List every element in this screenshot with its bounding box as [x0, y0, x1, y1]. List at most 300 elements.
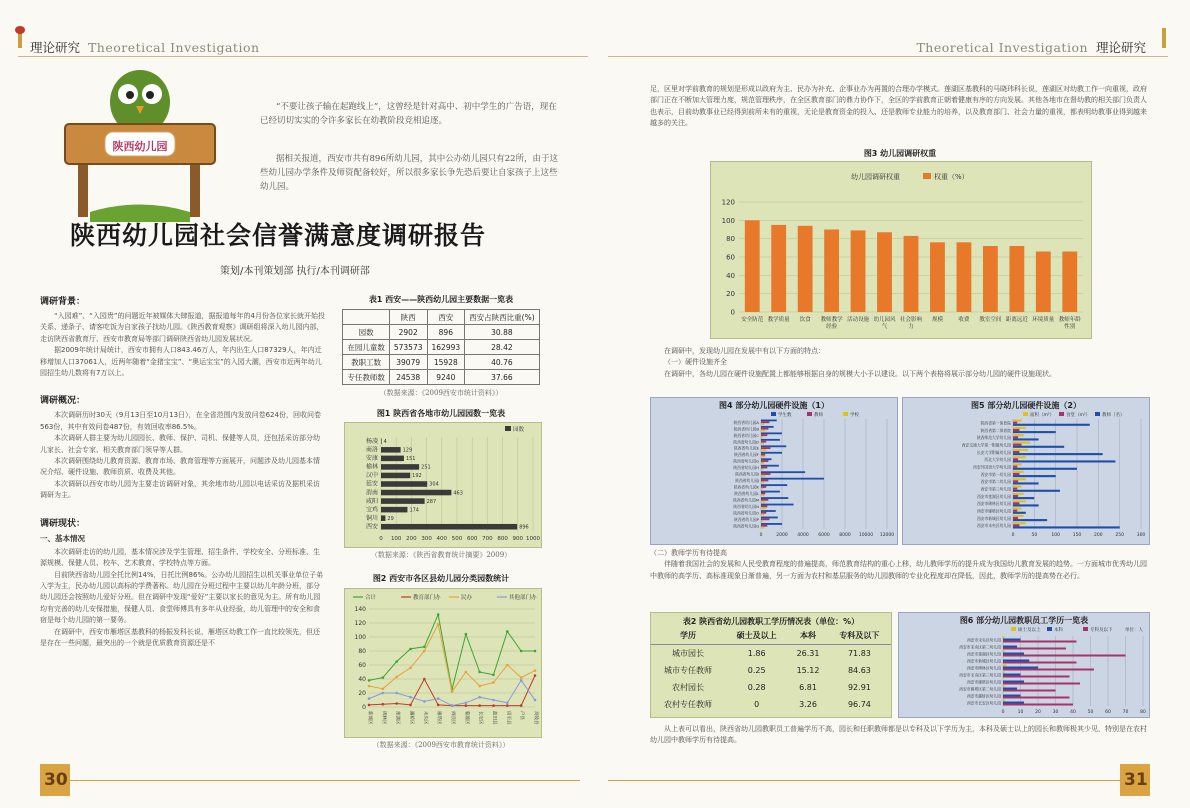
data-point: [423, 700, 426, 703]
right-running-header: [916, 38, 1146, 56]
y-tick-label: 榆林: [365, 463, 378, 471]
bar: [798, 226, 813, 312]
bar: [761, 436, 763, 438]
y-tick-label: 陕西省幼儿园M: [732, 497, 759, 503]
bar: [761, 499, 768, 501]
bar: [1013, 482, 1039, 484]
y-tick-label: 0: [730, 308, 735, 317]
y-tick-label: 120: [354, 620, 366, 627]
x-tick-label: 教师教学: [820, 317, 843, 323]
y-tick-label: 40: [358, 676, 366, 683]
data-point: [382, 676, 385, 679]
table1-source: （数据来源：《2009西安市统计资料》）: [379, 389, 503, 397]
data-label: 4: [383, 438, 387, 445]
y-tick-label: 140: [354, 606, 366, 613]
x-tick-label: 气: [881, 324, 888, 330]
bar: [761, 447, 770, 449]
fig1-source: （数据来源：《陕西省教育统计摘要》2009）: [370, 551, 512, 559]
data-point: [492, 704, 495, 707]
fig5-caption: 图5 部分幼儿园硬件设施（2）: [971, 401, 1081, 410]
table-cell: 71.83: [847, 649, 871, 658]
data-point: [437, 704, 440, 707]
fig3-caption: 图3 幼儿园调研权重: [863, 149, 937, 158]
bar: [1013, 453, 1103, 455]
data-point: [409, 648, 412, 651]
data-point: [395, 676, 398, 679]
y-tick-label: 20: [726, 290, 735, 299]
fig6-chart: [898, 612, 1150, 718]
bar: [761, 475, 765, 477]
table-cell: 9240: [427, 370, 465, 385]
bar: [1003, 672, 1005, 674]
data-point: [506, 630, 509, 633]
x-tick-label: 100: [390, 536, 402, 542]
data-point: [451, 704, 454, 707]
table-cell: 2902: [389, 325, 427, 340]
y-tick-label: 西安市碑林区幼儿园: [966, 665, 1001, 671]
fig1-caption: 图1 陕西省各地市幼儿园园数一览表: [376, 409, 506, 418]
y-tick-label: 陕西省幼儿园G: [733, 458, 759, 464]
section-heading-background: 调研背景：: [40, 297, 86, 307]
fig6-caption: 图6 部分幼儿园教职员工学历一览表: [959, 616, 1089, 625]
data-point: [368, 704, 371, 707]
bar: [1013, 427, 1026, 429]
bar: [761, 505, 767, 507]
bar: [1003, 648, 1066, 650]
table1-header-cell: 西安: [427, 310, 465, 325]
bar: [1003, 658, 1004, 660]
y-tick-label: 陕西省幼儿园D: [733, 439, 759, 445]
y-tick-label: 西安市未央区幼儿园: [976, 523, 1011, 529]
x-tick-label: 2000: [776, 533, 788, 538]
bar: [1003, 702, 1024, 704]
bar: [761, 504, 794, 506]
bar: [1003, 686, 1005, 688]
lead-paragraph-2: 据相关报道，西安市共有896所幼儿园，其中公办幼儿园只有22所，由于这些幼儿园办学条件及师资配备较好，所以很多家长争先恐后要让自家孩子上这些幼儿园。: [260, 154, 559, 192]
bar: [1003, 700, 1005, 702]
bar: [1013, 508, 1022, 510]
legend-label: 教育部门办: [413, 595, 441, 601]
bar: [1013, 478, 1026, 480]
series-line: [369, 615, 535, 690]
bar: [1013, 446, 1064, 448]
right-mid-paragraphs: [650, 346, 1150, 380]
y-tick-label: 西安市碑林区幼儿园: [976, 501, 1011, 507]
bar: [1013, 504, 1039, 506]
data-point: [409, 704, 412, 707]
bar: [1013, 431, 1056, 433]
data-point: [465, 704, 468, 707]
bar: [1003, 688, 1017, 690]
bar: [761, 491, 780, 493]
bar: [957, 242, 972, 312]
bar: [1003, 655, 1126, 657]
bar: [1013, 436, 1018, 438]
x-tick-label: 200: [406, 536, 417, 542]
table-cell: 24538: [389, 370, 427, 385]
overview-paragraph: 本次调研人群主要为幼儿园园长、教师、保护、司机、保健等人员，还包括采访部分幼儿家长、社会专家、相关教育部门领导等人群。: [40, 434, 320, 454]
data-point: [520, 704, 523, 707]
x-tick-label: 饮食: [799, 317, 811, 323]
bar: [381, 515, 385, 521]
x-tick-label: 40: [1070, 710, 1076, 715]
x-tick-label: 1000: [526, 536, 540, 542]
table-cell: 15928: [427, 355, 465, 370]
table-cell: 96.74: [847, 700, 871, 709]
bar: [1013, 456, 1026, 458]
x-tick-label: 4000: [797, 533, 809, 538]
bar: [761, 518, 769, 520]
x-tick-label: 0: [1001, 710, 1005, 715]
legend-swatch: [1059, 412, 1064, 416]
bar: [1013, 442, 1030, 444]
x-tick-label: 教师年龄: [1058, 317, 1081, 323]
table1-header-row: [343, 310, 539, 325]
bar: [761, 423, 764, 425]
bar: [1003, 674, 1021, 676]
bar: [761, 426, 774, 428]
left-page-number: 30: [44, 770, 68, 790]
table-row: [651, 679, 891, 696]
y-tick-label: 陕西省幼儿园Q: [733, 523, 759, 529]
data-point: [382, 688, 385, 691]
legend-label: 学校: [850, 413, 859, 418]
y-tick-label: 汉中: [365, 472, 378, 480]
x-tick-label: 800: [497, 536, 508, 542]
x-tick-label: 200: [1094, 533, 1103, 538]
bar: [1013, 486, 1022, 488]
x-tick-label: 长安区: [477, 711, 483, 725]
bar: [1013, 460, 1115, 462]
y-tick-label: 40: [726, 271, 735, 280]
table1: [342, 309, 539, 385]
bar: [761, 449, 766, 451]
bar: [1013, 493, 1024, 495]
y-tick-label: 西安市长安区幼儿园: [966, 700, 1001, 706]
bar: [1013, 522, 1026, 524]
y-tick-label: 西安市莲湖区幼儿园: [976, 493, 1011, 499]
bar: [1013, 466, 1017, 468]
data-point: [506, 664, 509, 667]
y-tick-label: 陕西省幼儿园N: [733, 503, 759, 509]
data-point: [423, 650, 426, 653]
bar: [1003, 693, 1004, 695]
bar: [1003, 644, 1004, 646]
legend-label: 面积（m²）: [1030, 413, 1055, 418]
legend-label: 本科: [1054, 628, 1063, 633]
bar: [381, 447, 401, 453]
bar: [1013, 502, 1019, 504]
bar: [761, 520, 763, 522]
y-tick-label: 延安: [365, 480, 378, 488]
data-point: [465, 633, 468, 636]
bar: [761, 510, 776, 512]
y-tick-label: 西安: [365, 523, 378, 531]
y-tick-label: 60: [358, 662, 366, 669]
x-tick-label: 8000: [839, 533, 851, 538]
legend-swatch: [1023, 412, 1028, 416]
bar: [381, 473, 410, 479]
bar: [1013, 422, 1017, 424]
data-label: 174: [409, 507, 419, 514]
table2-header-cell: 学历: [680, 631, 697, 640]
x-tick-label: 新城区: [367, 711, 372, 725]
bar: [761, 473, 770, 475]
table-cell: 30.88: [465, 325, 539, 340]
left-running-header: [30, 38, 260, 56]
legend-label: 专科及以下: [1090, 628, 1113, 633]
left-header-cn: 理论研究: [30, 40, 81, 55]
data-point: [478, 696, 481, 699]
table-cell: 农村园长: [672, 683, 705, 692]
x-tick-label: 0: [379, 536, 383, 542]
bar: [1013, 519, 1047, 521]
bar: [381, 507, 407, 513]
data-point: [423, 678, 426, 681]
x-tick-label: 力: [908, 324, 914, 330]
table-row: [343, 355, 539, 370]
table-cell: 0.28: [747, 683, 766, 692]
bar: [761, 512, 766, 514]
bar: [761, 486, 766, 488]
bar: [761, 454, 765, 456]
y-tick-label: 陕西省幼儿园I: [735, 471, 759, 477]
bar: [761, 481, 764, 483]
table1-header-cell: 西安占陕西比重(%): [465, 310, 539, 325]
bar: [1013, 515, 1024, 517]
bar: [1003, 660, 1029, 662]
status-paragraph: 本次调研走访的幼儿园，基本情况涉及学生管理、招生条件、学校安全、分班标准、生源规模、保健人员、校车、艺术教育、学校特点等方面。: [40, 547, 320, 568]
bar: [761, 501, 765, 503]
data-point: [368, 679, 371, 682]
bar: [761, 456, 765, 458]
bar: [1013, 473, 1019, 475]
y-tick-label: 陕西省幼儿园L: [734, 491, 759, 497]
y-tick-label: 西安交通大学第一附属幼儿园: [961, 442, 1011, 448]
data-point: [520, 676, 523, 679]
bar: [1013, 464, 1022, 466]
y-tick-label: 杨凌: [365, 437, 378, 445]
status-paragraph: 在调研中，西安市雁塔区基教科的杨振发科长说，雁塔区幼教工作一直比较领先，但还是存在一些问题，最突出的一个就是优质教育资源还是不: [40, 627, 320, 647]
legend-label: 其他部门办: [509, 595, 537, 601]
legend-swatch: [923, 173, 931, 179]
bar: [1013, 488, 1017, 490]
y-tick-label: 西安外国语大学幼儿园: [973, 464, 1011, 470]
bar: [1013, 495, 1018, 497]
table2-header-cell: 专科及以下: [839, 631, 880, 640]
bar: [1013, 449, 1028, 451]
bar: [1013, 512, 1026, 514]
legend-swatch: [1083, 627, 1088, 631]
bar: [1003, 679, 1004, 681]
bar: [1013, 429, 1019, 431]
right-top-paragraph-text: 足，区里对学前教育的规划是形成以政府为主、民办为补充、企事业办为再置的合理办学模式。莲湖区基教科的马晓玮科长说，莲湖区对幼教工作一向重视，政府部门正在不断加大管理力度，规范管理秩序，在全区教育部门的鼎力协作下，全区的学前教育正朝着健康有序的方向发展。其他各地市在督幼教的相关部门负责人也表示，目前幼教事业已经得到前所未有的重视，无论是教育资金的投入、还是教师专业能力的培养，以及教育部门、社会力量的重视，都表明幼教事业得到越来越多的关注。: [650, 85, 1147, 128]
data-point: [478, 671, 481, 674]
data-point: [534, 669, 537, 672]
bar: [761, 465, 779, 467]
x-tick-label: 户县: [519, 711, 525, 720]
left-header-en: Theoretical Investigation: [87, 40, 260, 55]
table-row: [343, 370, 539, 385]
bar: [761, 478, 824, 480]
x-tick-label: 幼儿园风: [873, 317, 896, 323]
owl-signboard-illustration: [60, 62, 220, 222]
end-paragraph-text: 从上表可以看出，陕西省幼儿园教职员工普遍学历不高，园长和任职教师都是以专科及以下学历为主，本科及硕士以上的园长和教师极其少见，特别是在农村幼儿园中教师学历有待提高。: [650, 725, 1147, 745]
data-point: [492, 699, 495, 702]
bar: [761, 439, 780, 441]
legend-label: 教师: [814, 413, 823, 418]
table-cell: 15.12: [796, 666, 820, 675]
x-tick-label: 未央区: [422, 711, 428, 725]
table-cell: 3.26: [799, 700, 817, 709]
bar: [824, 230, 839, 313]
bar: [1003, 653, 1024, 655]
bar: [771, 225, 786, 312]
bar: [761, 523, 782, 525]
table-cell: 92.91: [847, 683, 871, 692]
bar: [761, 493, 765, 495]
table2-header-row: [651, 627, 891, 645]
x-tick-label: 蓝田县: [491, 711, 497, 725]
fig2-source: （数据来源：《2009西安市教育统计资料》）: [372, 741, 510, 749]
y-tick-label: 陕西省幼儿园C: [733, 432, 759, 438]
status-paragraph: 目前陕西省幼儿园全托比例14%，日托比例86%。公办幼儿园招生以机关事业单位子弟入学为主，民办幼儿园以高标的学费著称。幼儿园在分班过程中主要以幼儿年龄分班，部分幼儿园还会按照幼儿爱好分班。但在调研中发现“爱好”主要以家长的意见为主。所有幼儿园均有完善的幼儿安保措施，保健人员、食堂师傅具有多年从业经验，幼儿管理中的安全和食宿是每个幼儿园的第一要务。: [40, 570, 324, 625]
y-tick-label: 西安市新城区幼儿园: [966, 658, 1001, 664]
background-paragraph: 据2009年统计局统计，西安市拥有人口843.46万人，年内出生人口87329人，年内迁移增加人口37061人，近两年随着“金猪宝宝”、“奥运宝宝”的入园大潮，西安市近两年幼儿园招生幼儿数将有7万以上。: [40, 346, 322, 378]
y-tick-label: 西安市莲湖区幼儿园: [966, 651, 1001, 657]
table2-block: [650, 612, 892, 718]
bar: [761, 443, 764, 445]
x-tick-label: 雁塔区: [436, 711, 442, 725]
x-tick-label: 900: [512, 536, 524, 542]
table-cell: 6.81: [799, 683, 817, 692]
x-tick-label: 莲湖区: [394, 711, 400, 725]
bar: [381, 498, 425, 504]
y-tick-label: 西安市雁塔区第二幼儿园: [959, 686, 1001, 692]
data-point: [492, 681, 495, 684]
bar: [761, 460, 768, 462]
data-point: [506, 702, 509, 705]
bar: [1013, 420, 1022, 422]
right-header-cn: 理论研究: [1095, 40, 1146, 55]
table-cell: 39079: [389, 355, 427, 370]
table-cell: 园数: [343, 325, 390, 340]
bar: [745, 220, 760, 312]
table-row: [651, 662, 891, 679]
data-label: 251: [421, 464, 431, 471]
table-cell: 162993: [427, 340, 465, 355]
x-tick-label: 社会影响: [899, 317, 923, 323]
x-tick-label: 安全防范: [741, 317, 764, 323]
x-tick-label: 收费: [958, 317, 970, 323]
bar: [761, 434, 767, 436]
right-header-mark: [1162, 28, 1166, 48]
legend-label: 合计: [365, 595, 377, 601]
table-cell: 37.66: [465, 370, 539, 385]
data-point: [506, 704, 509, 707]
data-label: 192: [412, 473, 422, 480]
fig1-chart: [344, 422, 542, 548]
fig4-caption: 图4 部分幼儿园硬件设施（1）: [719, 401, 829, 410]
bar: [761, 445, 786, 447]
bar: [1036, 252, 1051, 313]
x-tick-label: 400: [436, 536, 448, 542]
x-tick-label: 10: [1017, 710, 1024, 715]
bar: [761, 494, 764, 496]
bar: [851, 230, 866, 312]
y-tick-label: 西安市新城区幼儿园: [976, 515, 1011, 521]
x-tick-label: 300: [421, 536, 432, 542]
data-point: [409, 667, 412, 670]
right-header-en: Theoretical Investigation: [916, 40, 1089, 55]
bar: [381, 524, 517, 530]
x-tick-label: 500: [451, 536, 463, 542]
data-label: 896: [519, 524, 529, 531]
y-tick-label: 陕西省幼儿园H: [733, 465, 759, 471]
y-tick-label: 西安市未央区第三幼儿园: [959, 672, 1001, 678]
bar: [877, 232, 892, 312]
x-tick-label: 0: [1011, 533, 1015, 538]
bar: [761, 420, 777, 422]
bar: [761, 428, 768, 430]
table-cell: 26.31: [796, 649, 820, 658]
right-top-paragraph: [650, 84, 1150, 130]
y-tick-label: 80: [726, 235, 735, 244]
legend-label: 学生数: [778, 413, 792, 418]
x-tick-label: 周至县: [505, 711, 511, 725]
data-point: [478, 685, 481, 688]
x-tick-label: 30: [1052, 710, 1059, 715]
table-cell: 1.86: [747, 649, 766, 658]
x-tick-label: 10000: [858, 533, 874, 538]
fig3-chart: [710, 161, 1092, 339]
fig2-caption: 图2 西安市各区县幼儿园分类园数统计: [372, 574, 510, 583]
bar: [1003, 641, 1077, 643]
data-point: [423, 646, 426, 649]
mid-paragraph: 在调研中，发现幼儿园在发展中有以下方面的特点：: [664, 347, 825, 355]
bar: [1013, 500, 1026, 502]
y-tick-label: 西安市未央区幼儿园: [966, 637, 1001, 643]
bar: [1003, 651, 1005, 653]
unit-label: 单位：人: [1125, 628, 1143, 633]
legend-swatch: [771, 412, 776, 416]
bar: [1009, 246, 1024, 312]
bar: [1013, 434, 1024, 436]
y-tick-label: 陕西省幼儿园K: [733, 484, 759, 490]
legend-swatch: [505, 426, 511, 431]
bar: [930, 242, 945, 312]
legend-label: 食堂（m²）: [1066, 413, 1091, 418]
x-tick-label: 100: [1051, 533, 1060, 538]
y-tick-label: 陕西省幼儿园B: [733, 426, 759, 432]
y-tick-label: 西安市雁塔区幼儿园: [976, 508, 1011, 514]
data-label: 151: [405, 456, 416, 463]
data-point: [534, 650, 537, 653]
x-tick-label: 300: [1136, 533, 1146, 538]
legend-label: 权重（%）: [934, 173, 969, 181]
x-tick-label: 50: [1031, 533, 1038, 538]
data-point: [465, 671, 468, 674]
bar: [1013, 438, 1039, 440]
legend-label: 民办: [461, 595, 473, 601]
bar: [1013, 526, 1120, 528]
subsection-heading: 一、基本情况: [40, 533, 85, 543]
data-point: [368, 697, 371, 700]
x-tick-label: 性别: [1064, 324, 1076, 330]
table-cell: 城市园长: [672, 649, 705, 658]
bar: [904, 236, 919, 312]
legend-swatch: [807, 412, 812, 416]
